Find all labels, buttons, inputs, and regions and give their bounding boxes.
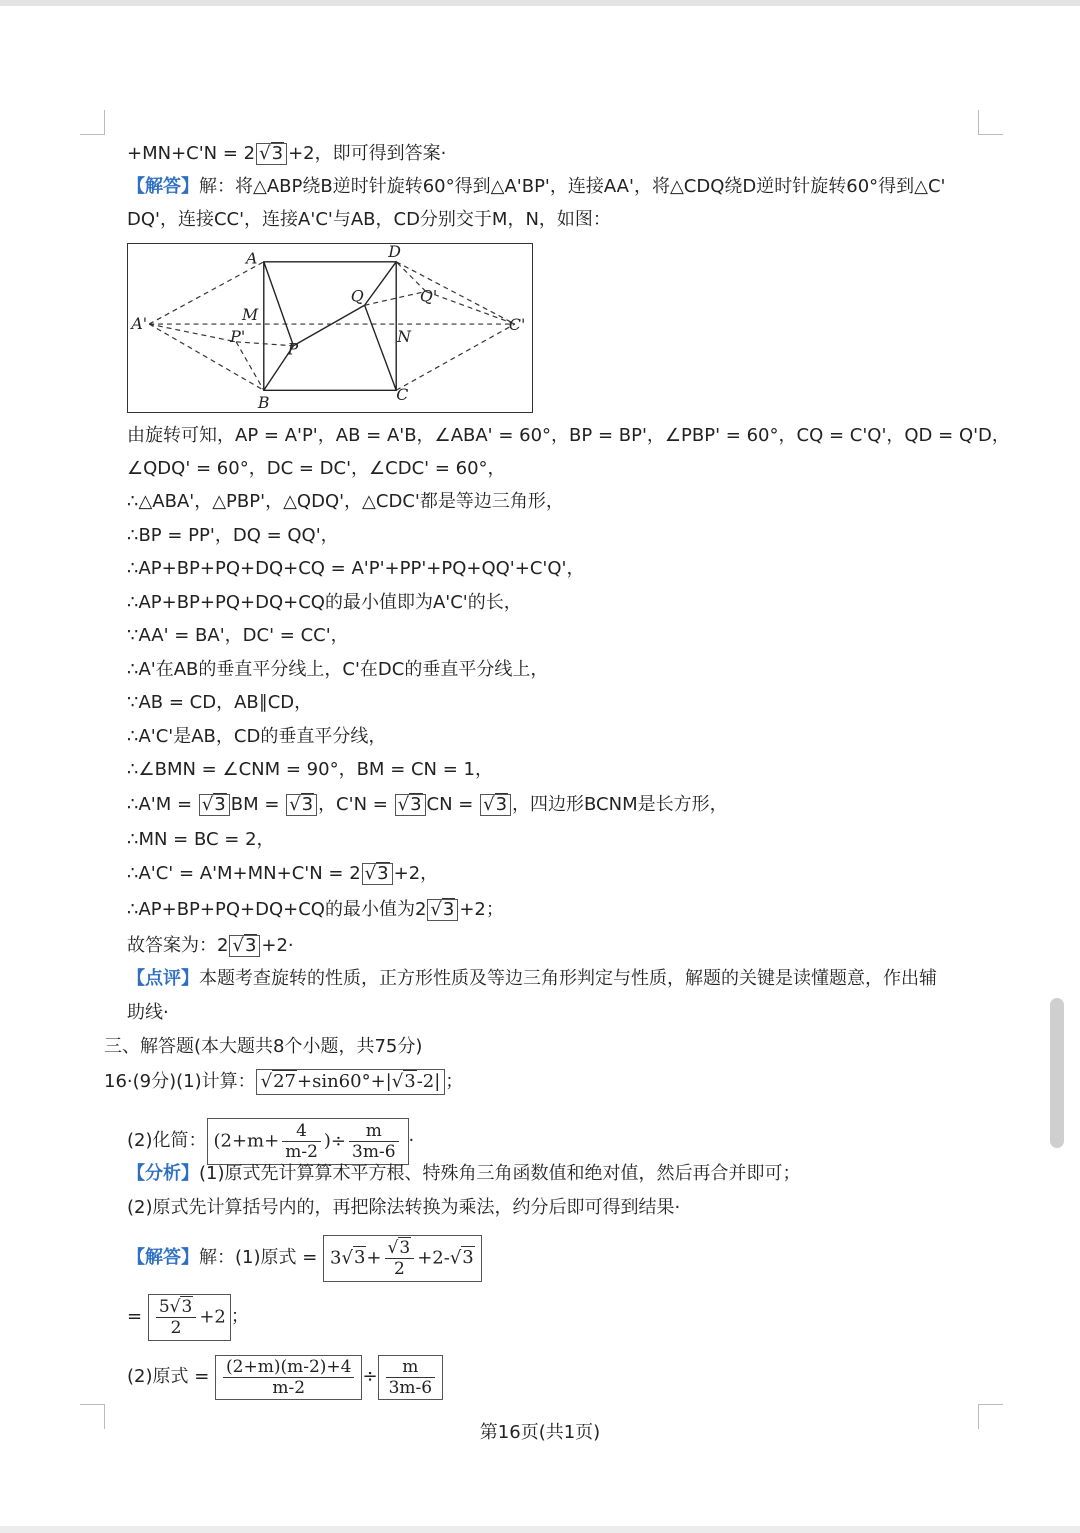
text-line: ∵AB = CD，AB∥CD， — [127, 692, 313, 713]
sqrt-box: √3 — [286, 794, 317, 816]
label-c-prime: C' — [508, 314, 526, 334]
question-16-part1: 16·(9分)(1)计算： √27+sin60°+|√3-2| ； — [104, 1069, 463, 1093]
text-line: ∴MN = BC = 2， — [127, 829, 275, 850]
sqrt-box: √3 — [427, 899, 458, 921]
text-line: +MN+C'N = 2 √3 +2，即可得到答案· — [127, 143, 447, 164]
solution-part2: (2)原式 = $\frac{(2+m)(m-2)+4}{m-2}$ ÷ $\frac{m}{3m-6}$ — [127, 1352, 443, 1402]
text-line: ∴A'C'是AB，CD的垂直平分线， — [127, 726, 387, 747]
label-n: N — [397, 326, 412, 346]
text-line: DQ'，连接CC'，连接A'C'与AB，CD分别交于M，N，如图： — [127, 209, 611, 230]
page-corner-mark — [80, 110, 105, 135]
label-q: Q — [350, 286, 364, 306]
label-m: M — [242, 305, 259, 325]
scrollbar-thumb[interactable] — [1050, 998, 1064, 1148]
review-tag: 【点评】 — [127, 968, 199, 989]
label-d: D — [388, 243, 401, 261]
label-c: C — [396, 385, 409, 405]
text-line: ∴AP+BP+PQ+DQ+CQ的最小值为2 √3 +2； — [127, 899, 504, 920]
text-line: ∴A'M = √3 BM = √3 ，C'N = √3 CN = √3 ，四边形BCNM是长方形， — [127, 794, 728, 815]
question-16-part2: (2)化简： (2+m+ $\frac{4}{m-2}$ )÷ $\frac{m}{3m-6}$ · — [127, 1116, 414, 1166]
segment-qc — [365, 305, 397, 390]
text-line: ∴∠BMN = ∠CNM = 90°，BM = CN = 1， — [127, 759, 494, 780]
top-edge — [0, 0, 1080, 6]
square-abcd — [264, 262, 396, 390]
text-line: ∠QDQ' = 60°，DC = DC'，∠CDC' = 60°， — [127, 458, 506, 479]
label-p: P — [287, 339, 299, 359]
solution-part1: 【解答】解：(1)原式 = 3√3+ $\frac{√3}{2}$ +2-√3 — [127, 1232, 482, 1284]
expression-box: 3√3+ $\frac{√3}{2}$ +2-√3 — [323, 1235, 482, 1282]
sqrt-box: √3 — [395, 794, 426, 816]
label-a-prime: A' — [131, 313, 148, 333]
sqrt-box: √3 — [362, 863, 393, 885]
text-line: ∴BP = PP'，DQ = QQ'， — [127, 525, 339, 546]
expression-box: $\frac{m}{3m-6}$ — [378, 1355, 444, 1400]
text-line: ∵AA' = BA'，DC' = CC'， — [127, 625, 349, 646]
label-a: A — [246, 248, 258, 268]
text-line: ∴A'C' = A'M+MN+C'N = 2 √3 +2， — [127, 863, 439, 884]
text-line: 【分析】(1)原式先计算算术平方根、特殊角三角函数值和绝对值，然后再合并即可； — [127, 1163, 801, 1184]
text-line: 【解答】解：将△ABP绕B逆时针旋转60°得到△A'BP'，连接AA'，将△CDQ绕D逆时针旋转60°得到△C' — [127, 176, 946, 197]
label-p-prime: P' — [230, 326, 246, 346]
expression-box: $\frac{5√3}{2}$ +2 — [148, 1294, 231, 1341]
text-line: ∴A'在AB的垂直平分线上，C'在DC的垂直平分线上， — [127, 659, 549, 680]
bottom-edge — [0, 1526, 1080, 1533]
dashed-line — [396, 324, 515, 390]
solution-result1: = $\frac{5√3}{2}$ +2 ； — [127, 1292, 249, 1342]
answer-tag: 【解答】 — [127, 176, 199, 197]
sqrt-box: √3 — [480, 794, 511, 816]
segment-ap — [264, 262, 294, 346]
text-line: 故答案为：2 √3 +2· — [127, 935, 294, 956]
dashed-line — [396, 262, 515, 324]
text-line: ∴AP+BP+PQ+DQ+CQ的最小值即为A'C'的长， — [127, 592, 522, 613]
sqrt-box: √3 — [256, 143, 287, 165]
page-corner-mark — [978, 110, 1003, 135]
text-line: 助线· — [127, 1002, 169, 1023]
expression-box: (2+m+ $\frac{4}{m-2}$ )÷ $\frac{m}{3m-6}$ — [207, 1118, 409, 1165]
sqrt-box: √3 — [229, 935, 260, 957]
dashed-line — [149, 324, 236, 342]
text-line: 【点评】本题考查旋转的性质，正方形性质及等边三角形判定与性质，解题的关键是读懂题意，作出辅 — [127, 968, 937, 989]
text-line: ∴△ABA'，△PBP'，△QDQ'，△CDC'都是等边三角形， — [127, 491, 564, 512]
text-line: 由旋转可知，AP = A'P'，AB = A'B，∠ABA' = 60°，BP = BP'，∠PBP' = 60°，CQ = C'Q'，QD = Q'D， — [127, 425, 1010, 446]
geometry-figure — [127, 243, 533, 413]
label-b: B — [257, 393, 270, 413]
text-line: ∴AP+BP+PQ+DQ+CQ = A'P'+PP'+PQ+QQ'+C'Q'， — [127, 558, 585, 579]
segment-pq — [293, 305, 364, 346]
expression-box: $\frac{(2+m)(m-2)+4}{m-2}$ — [215, 1355, 362, 1400]
answer-tag: 【解答】 — [127, 1247, 199, 1268]
dashed-line — [236, 342, 264, 390]
expression-box: √27+sin60°+|√3-2| — [256, 1069, 446, 1095]
label-q-prime: Q' — [419, 286, 438, 306]
dashed-line — [149, 324, 264, 390]
analysis-tag: 【分析】 — [127, 1163, 199, 1184]
text-line: (2)原式先计算括号内的，再把除法转换为乘法，约分后即可得到结果· — [127, 1197, 681, 1218]
section-heading: 三、解答题(本大题共8个小题，共75分) — [104, 1036, 423, 1057]
page-number: 第16页(共1页) — [479, 1422, 601, 1443]
dashed-line — [426, 291, 515, 324]
sqrt-box: √3 — [199, 794, 230, 816]
